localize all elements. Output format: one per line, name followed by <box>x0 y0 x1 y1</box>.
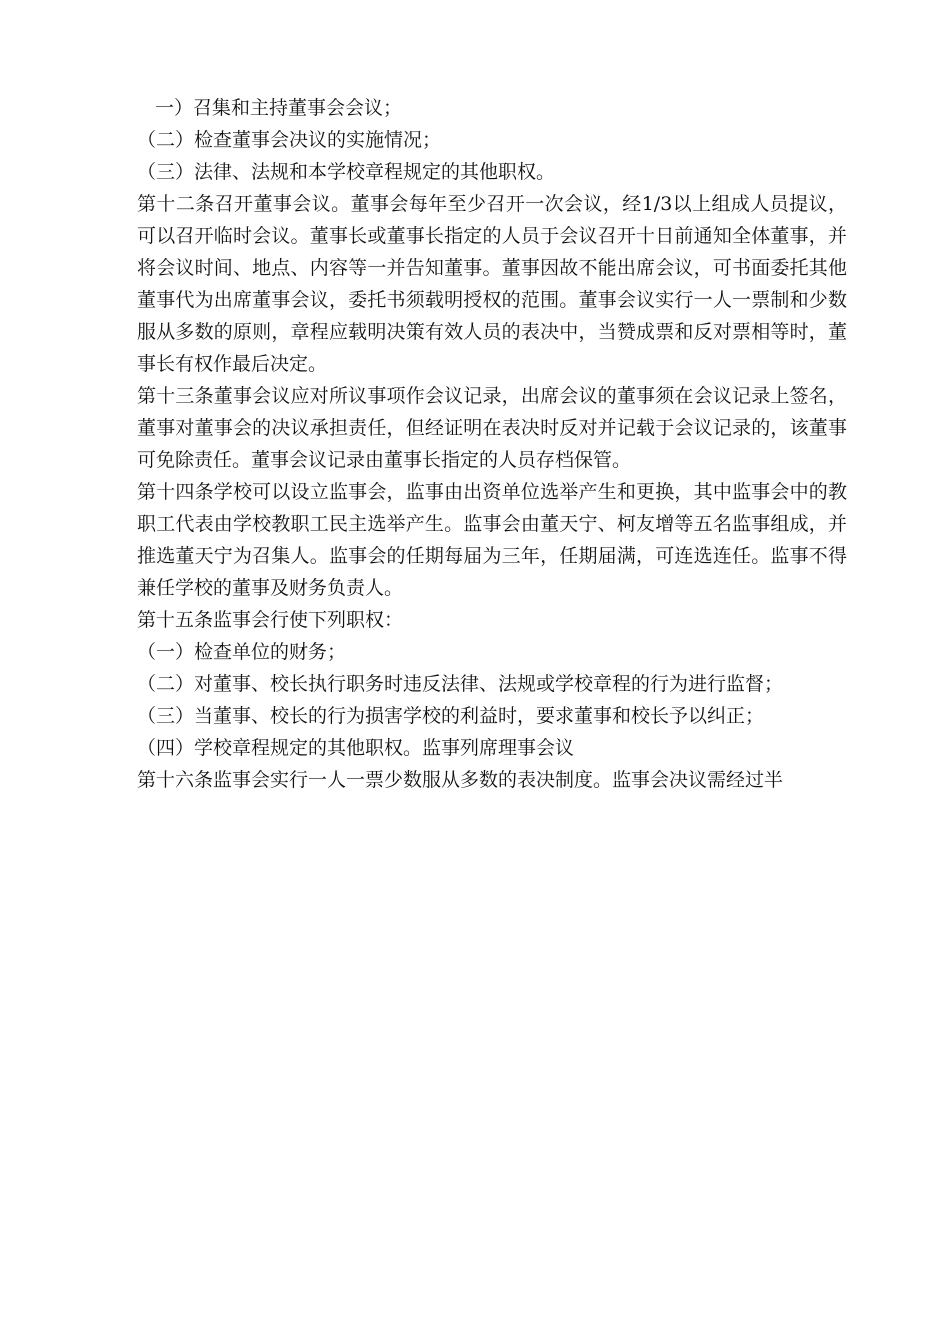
paragraph-article-13: 第十三条董事会议应对所议事项作会议记录，出席会议的董事须在会议记录上签名，董事对董事会的决议承担责任，但经证明在表决时反对并记载于会议记录的，该董事可免除责任。董事会议记录由董事长指定的人员存档保管。 <box>137 385 847 471</box>
paragraph-article-12: 第十二条召开董事会议。董事会每年至少召开一次会议，经1/3以上组成人员提议，可以召开临时会议。董事长或董事长指定的人员于会议召开十日前通知全体董事，并将会议时间、地点、内容等一并告知董事。董事因故不能出席会议，可书面委托其他董事代为出席董事会议，委托书须载明授权的范围。董事会议实行一人一票制和少数服从多数的原则，章程应载明决策有效人员的表决中，当赞成票和反对票相等时，董事长有权作最后决定。 <box>137 193 847 375</box>
paragraph-item-inspect-resolutions: （二）检查董事会决议的实施情况； <box>137 129 442 151</box>
paragraph-article-15-item-2: （二）对董事、校长执行职务时违反法律、法规或学校章程的行为进行监督； <box>137 673 784 695</box>
document-body <box>137 92 847 796</box>
paragraph-article-16: 第十六条监事会实行一人一票少数服从多数的表决制度。监事会决议需经过半 <box>137 769 784 791</box>
paragraph-item-other-powers: （三）法律、法规和本学校章程规定的其他职权。 <box>137 161 556 183</box>
paragraph-article-15: 第十五条监事会行使下列职权： <box>137 609 404 631</box>
paragraph-article-15-item-1: （一）检查单位的财务； <box>137 641 347 663</box>
paragraph-article-15-item-3: （三）当董事、校长的行为损害学校的利益时，要求董事和校长予以纠正； <box>137 705 765 727</box>
paragraph-item-convene-board-meeting: 一）召集和主持董事会会议； <box>155 97 403 119</box>
paragraph-article-15-item-4: （四）学校章程规定的其他职权。监事列席理事会议 <box>137 737 575 759</box>
paragraph-article-14: 第十四条学校可以设立监事会，监事由出资单位选举产生和更换，其中监事会中的教职工代表由学校教职工民主选举产生。监事会由董天宁、柯友增等五名监事组成，并推选董天宁为召集人。监事会的任期每届为三年，任期届满，可连选连任。监事不得兼任学校的董事及财务负责人。 <box>137 481 847 599</box>
